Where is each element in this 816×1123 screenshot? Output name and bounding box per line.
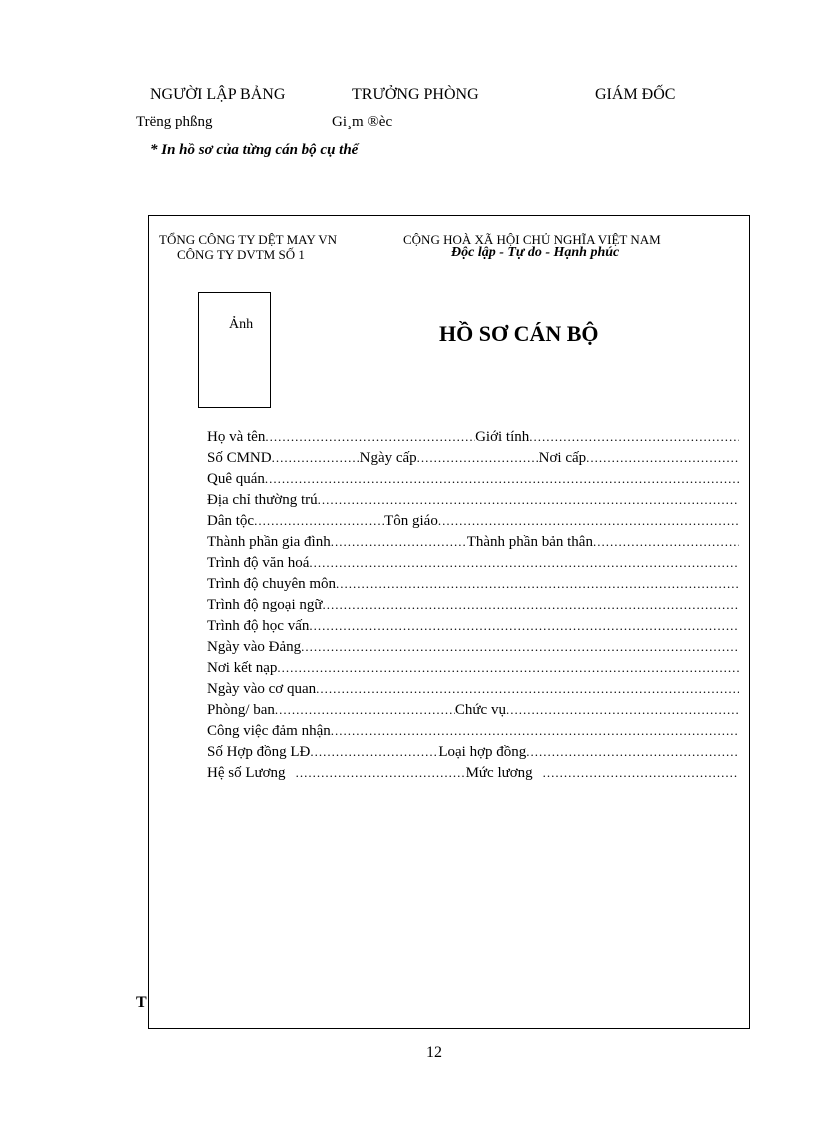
field-label: Họ và tên xyxy=(207,429,266,445)
org-line-1: TỔNG CÔNG TY DỆT MAY VN xyxy=(159,232,338,247)
field-label: Ngày vào Đảng xyxy=(207,639,302,655)
field-row xyxy=(207,636,739,656)
field-row xyxy=(207,720,739,740)
field-row xyxy=(207,573,739,593)
field-label: Thành phần bản thân xyxy=(466,534,593,550)
fill-line[interactable] xyxy=(265,470,739,488)
field-label: Số CMND xyxy=(207,450,272,466)
field-label: Phòng/ ban xyxy=(207,702,275,718)
fill-line[interactable] xyxy=(265,428,475,446)
field-row xyxy=(207,552,739,572)
field-label: Ngày cấp xyxy=(359,450,417,466)
field-label: Nơi kết nạp xyxy=(207,660,278,676)
fill-line[interactable] xyxy=(417,449,539,467)
fill-line[interactable] xyxy=(316,680,739,698)
fill-line[interactable] xyxy=(286,764,466,782)
fill-line[interactable] xyxy=(277,659,739,677)
signature-director: GIÁM ĐỐC xyxy=(595,86,676,103)
field-row xyxy=(207,741,739,761)
field-label: Thành phần gia đình xyxy=(207,534,331,550)
field-label: Trình độ chuyên môn xyxy=(207,576,337,592)
garbled-director: Gi¸m ®èc xyxy=(332,114,393,130)
profile-form xyxy=(148,215,750,1029)
fill-line[interactable] xyxy=(506,701,739,719)
field-row xyxy=(207,594,739,614)
fill-line[interactable] xyxy=(533,764,739,782)
field-label: Địa chỉ thường trú xyxy=(207,492,318,508)
fill-line[interactable] xyxy=(309,554,739,572)
field-row-id xyxy=(207,447,739,467)
field-label: Trình độ ngoại ngữ xyxy=(207,597,323,613)
field-row xyxy=(207,762,739,782)
field-row xyxy=(207,489,739,509)
signature-preparer: NGƯỜI LẬP BẢNG xyxy=(150,86,286,103)
field-row xyxy=(207,678,739,698)
field-label: Ngày vào cơ quan xyxy=(207,681,317,697)
field-label: Tôn giáo xyxy=(384,513,438,529)
fill-line[interactable] xyxy=(275,701,455,719)
document-title: HỒ SƠ CÁN BỘ xyxy=(439,321,599,346)
fill-line[interactable] xyxy=(301,638,739,656)
fill-line[interactable] xyxy=(526,743,739,761)
field-row xyxy=(207,615,739,635)
field-label: Quê quán xyxy=(207,471,265,487)
field-label: Trình độ văn hoá xyxy=(207,555,310,571)
field-label: Công việc đảm nhận xyxy=(207,723,331,739)
field-row xyxy=(207,699,739,719)
page-number: 12 xyxy=(426,1044,442,1061)
signature-head-of-dept: TRƯỞNG PHÒNG xyxy=(352,86,479,103)
field-label: Nơi cấp xyxy=(538,450,587,466)
field-label: Loại hợp đồng xyxy=(438,744,527,760)
nation-title: CỘNG HOÀ XÃ HỘI CHỦ NGHĨA VIỆT NAM xyxy=(403,232,661,247)
photo-box xyxy=(198,292,271,408)
org-line-2: CÔNG TY DVTM SỐ 1 xyxy=(177,247,305,262)
fill-line[interactable] xyxy=(310,743,438,761)
field-label: Chức vụ xyxy=(454,702,506,718)
fill-line[interactable] xyxy=(586,449,739,467)
field-label: Giới tính xyxy=(475,429,530,445)
field-row xyxy=(207,510,739,530)
fill-line[interactable] xyxy=(309,617,739,635)
fill-line[interactable] xyxy=(593,533,739,551)
fill-line[interactable] xyxy=(323,596,739,614)
fill-line[interactable] xyxy=(331,533,467,551)
note-text: * In hồ sơ của từng cán bộ cụ thể xyxy=(150,142,359,158)
field-label: Mức lương xyxy=(465,765,533,781)
motto: Độc lập - Tự do - Hạnh phúc xyxy=(451,245,620,260)
field-row-name xyxy=(207,426,739,446)
photo-label: Ảnh xyxy=(229,317,254,332)
field-label: Số Hợp đồng LĐ xyxy=(207,744,311,760)
fill-line[interactable] xyxy=(331,722,739,740)
field-label: Dân tộc xyxy=(207,513,255,529)
garbled-head-of-dept: Trëng phßng xyxy=(136,114,213,130)
field-row xyxy=(207,531,739,551)
field-row xyxy=(207,468,739,488)
stray-character: T xyxy=(136,994,147,1011)
fill-line[interactable] xyxy=(529,428,739,446)
fill-line[interactable] xyxy=(336,575,739,593)
field-label: Hệ số Lương xyxy=(207,765,286,781)
fill-line[interactable] xyxy=(318,491,739,509)
fill-line[interactable] xyxy=(272,449,360,467)
field-label: Trình độ học vấn xyxy=(207,618,310,634)
field-row xyxy=(207,657,739,677)
fill-line[interactable] xyxy=(438,512,739,530)
fill-line[interactable] xyxy=(254,512,384,530)
